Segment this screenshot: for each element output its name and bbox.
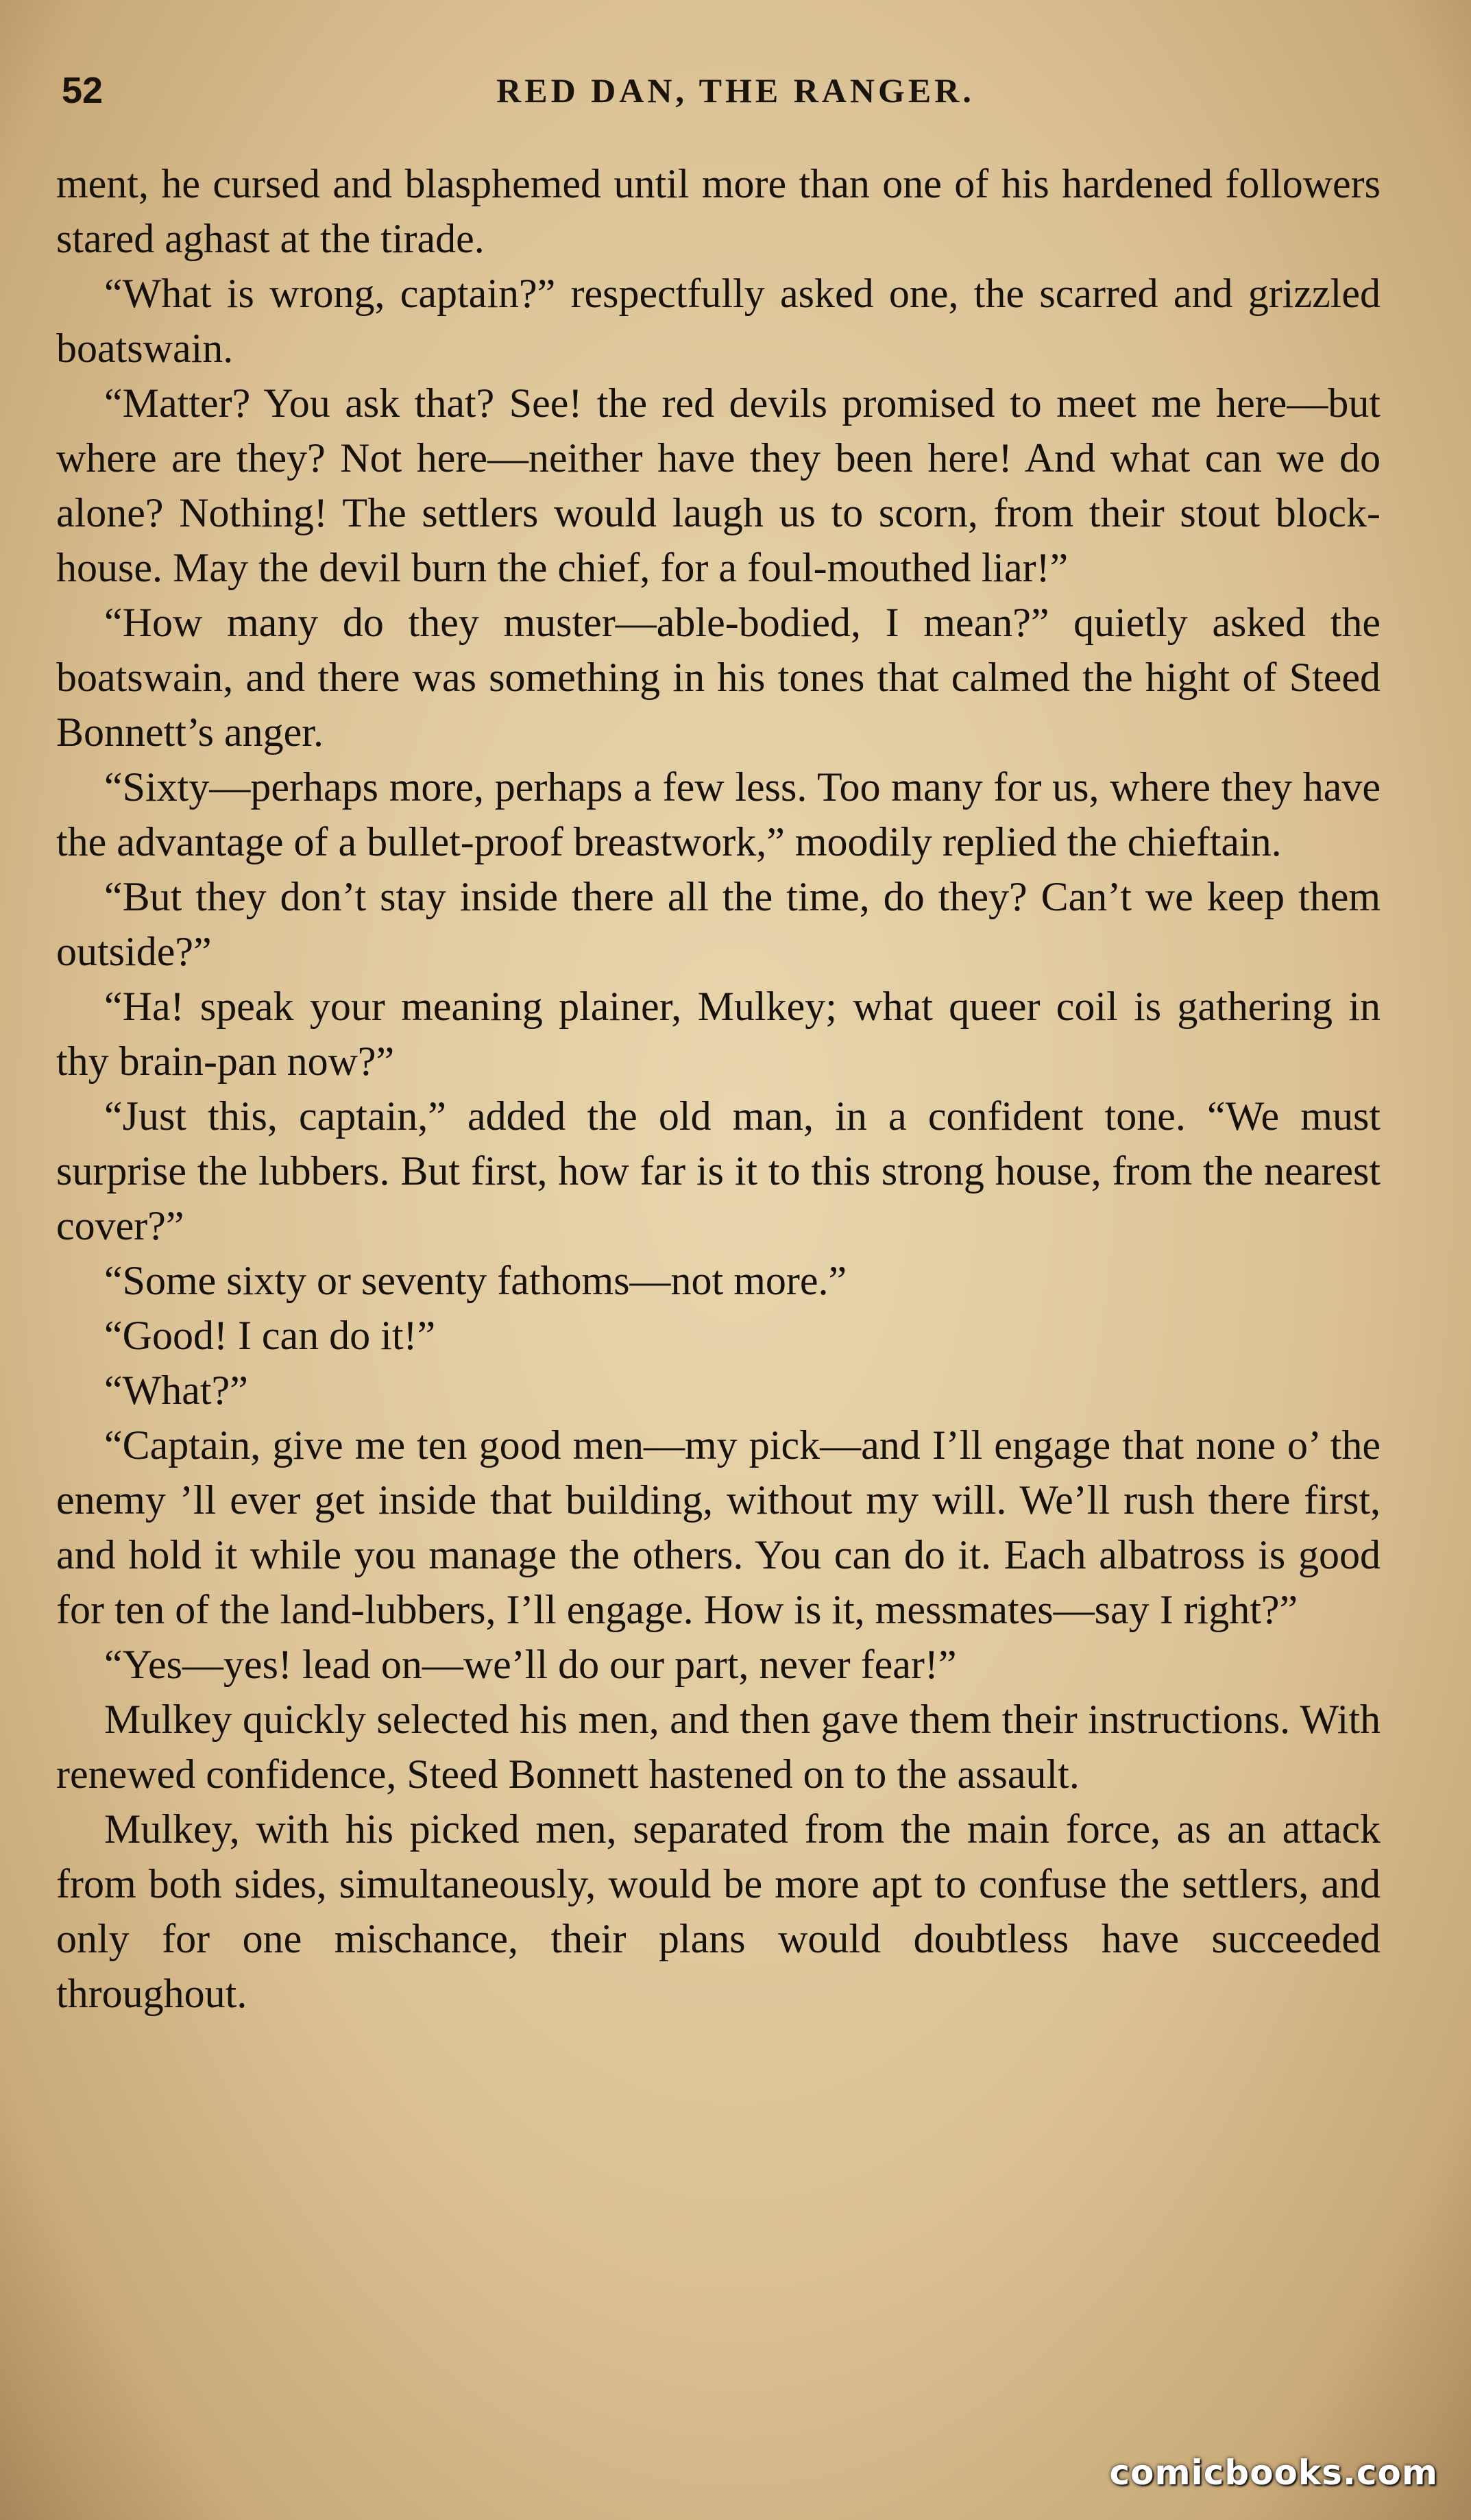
- paragraph: “Good! I can do it!”: [104, 1313, 436, 1358]
- site-watermark: comicbooks.com: [1109, 2453, 1438, 2493]
- paragraph: Mulkey, with his picked men, separated from the main force, as an attack from both sides, simultaneously, would be more apt to confuse the settlers, and only for one mischance, their plans would doubtless have succeeded throughout.: [56, 1806, 1381, 2016]
- paragraph: “What?”: [104, 1368, 248, 1413]
- paragraph: “How many do they muster—able-bodied, I mean?” quietly asked the boatswain, and there was something in his tones that calmed the hight of Steed Bonnett’s anger.: [56, 600, 1381, 755]
- paragraph: ment, he cursed and blasphemed until more than one of his hardened followers stared aghast at the tirade.: [56, 161, 1381, 261]
- page-number: 52: [62, 70, 104, 111]
- paragraph: “Ha! speak your meaning plainer, Mulkey; what queer coil is gathering in thy brain-pan now?”: [56, 984, 1381, 1084]
- paragraph: “Some sixty or seventy fathoms—not more.”: [104, 1258, 847, 1303]
- paragraph: Mulkey quickly selected his men, and then gave them their instructions. With renewed confidence, Steed Bonnett hastened on to the assault.: [56, 1697, 1381, 1797]
- paragraph: “Yes—yes! lead on—we’ll do our part, never fear!”: [104, 1642, 957, 1687]
- paragraph: “Captain, give me ten good men—my pick—and I’ll engage that none o’ the enemy ’ll ever get inside that building, without my will. We’ll rush there first, and hold it while you manage the others. You can do it. Each albatross is good for ten of the land-lubbers, I’ll engage. How is it, messmates—say I right?”: [56, 1422, 1381, 1632]
- paragraph: “Sixty—perhaps more, perhaps a few less. Too many for us, where they have the advantage of a bullet-proof breastwork,” moodily replied the chieftain.: [56, 764, 1381, 864]
- paragraph: “Just this, captain,” added the old man, in a confident tone. “We must surprise the lubbers. But first, how far is it to this strong house, from the nearest cover?”: [56, 1093, 1381, 1248]
- paragraph: “Matter? You ask that? See! the red devils promised to meet me here—but where are they? Not here—neither have they been here! And what can we do alone? Nothing! The settlers would laugh us to scorn, from their stout block-house. May the devil burn the chief, for a foul-mouthed liar!”: [56, 380, 1381, 590]
- page-body-text: [56, 156, 1381, 2021]
- paragraph: “What is wrong, captain?” respectfully asked one, the scarred and grizzled boatswain.: [56, 271, 1381, 371]
- page-header: [62, 56, 1409, 125]
- paragraph: “But they don’t stay inside there all the time, do they? Can’t we keep them outside?”: [56, 874, 1381, 974]
- running-title: RED DAN, THE RANGER.: [496, 71, 975, 110]
